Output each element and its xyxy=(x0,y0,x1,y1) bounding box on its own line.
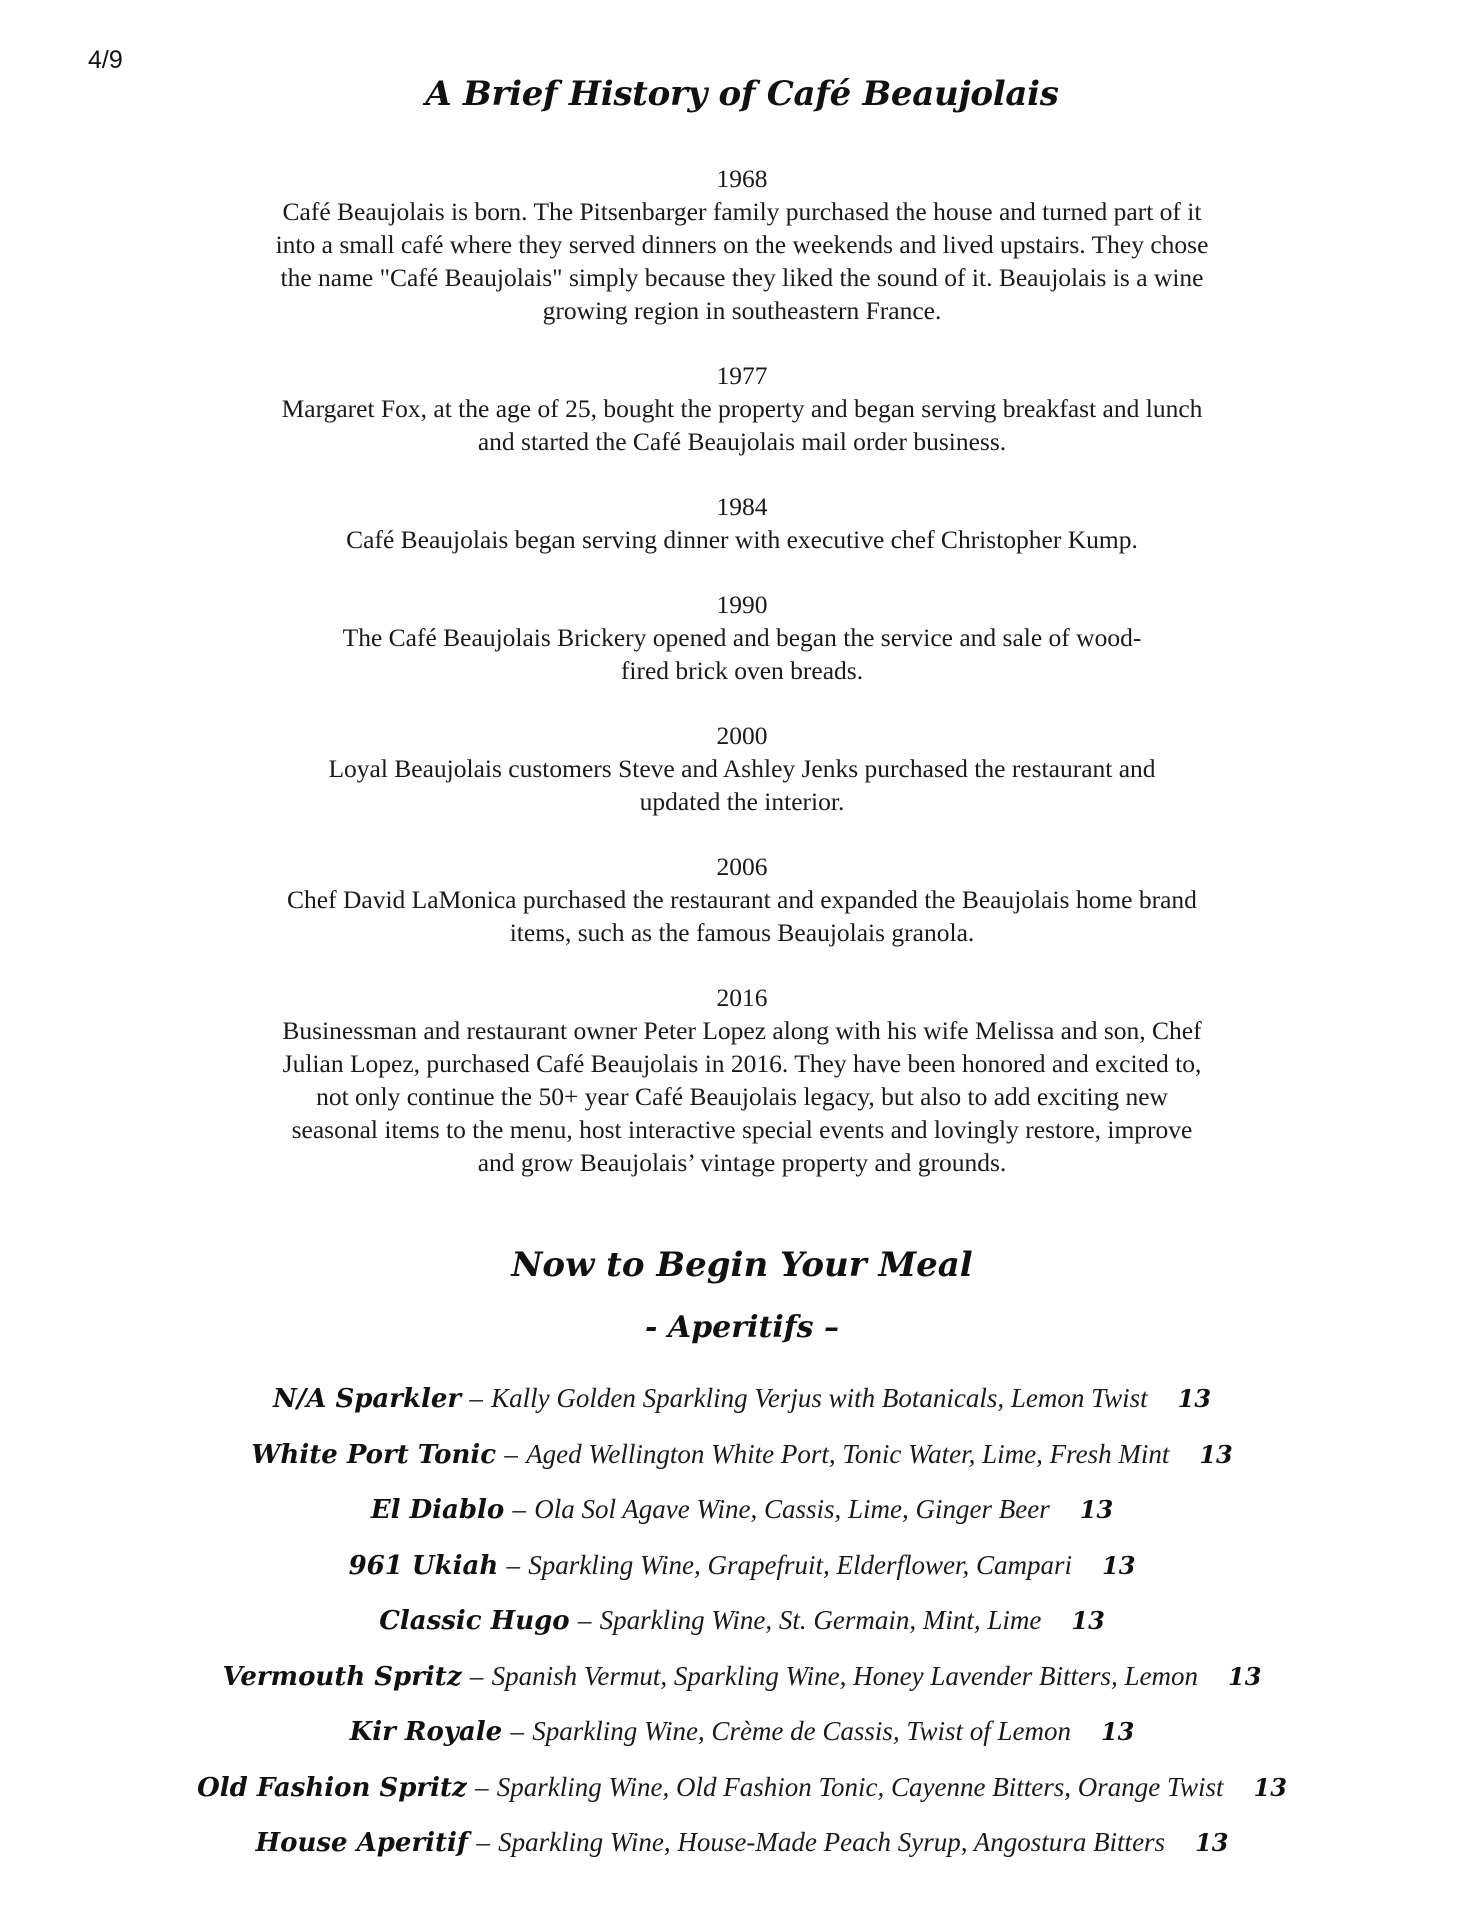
aperitif-list xyxy=(0,1378,1484,1878)
history-text: Café Beaujolais is born. The Pitsenbarger family purchased the house and turned part of it into a small café where they served dinners on the weekends and lived upstairs. They chose the name "Café Beaujolais" simply because they liked the sound of it. Beaujolais is a wine growing region in southeastern France. xyxy=(275,197,1209,325)
aperitif-item xyxy=(0,1822,1484,1878)
aperitif-description: Ola Sol Agave Wine, Cassis, Lime, Ginger Beer xyxy=(534,1494,1050,1524)
aperitif-item xyxy=(0,1711,1484,1767)
aperitif-name: N/A Sparkler xyxy=(272,1384,462,1414)
aperitif-price: 13 xyxy=(1071,1606,1105,1635)
aperitif-description: Sparkling Wine, Grapefruit, Elderflower, Campari xyxy=(528,1549,1072,1580)
aperitif-separator: – xyxy=(577,1605,592,1635)
aperitif-price: 13 xyxy=(1199,1439,1233,1469)
aperitif-description: Sparkling Wine, St. Germain, Mint, Lime xyxy=(599,1605,1042,1635)
history-text: Café Beaujolais began serving dinner with executive chef Christopher Kump. xyxy=(346,525,1138,554)
aperitif-price: 13 xyxy=(1253,1772,1287,1802)
history-text: Margaret Fox, at the age of 25, bought the property and began serving breakfast and lunch and started the Café Beaujolais mail order business. xyxy=(281,394,1203,456)
meal-heading: Now to Begin Your Meal xyxy=(511,1245,973,1285)
page-number: 4/9 xyxy=(88,46,123,74)
aperitif-price: 13 xyxy=(1102,1550,1136,1580)
history-section xyxy=(200,162,1284,1211)
history-entry-2000 xyxy=(200,719,1284,818)
aperitif-name: Old Fashion Spritz xyxy=(197,1772,467,1803)
aperitif-item xyxy=(0,1656,1484,1712)
aperitif-separator: – xyxy=(475,1771,489,1802)
aperitif-separator: – xyxy=(469,1660,484,1691)
aperitif-name: Kir Royale xyxy=(349,1717,503,1747)
aperitif-separator: – xyxy=(476,1827,490,1857)
history-text: Chef David LaMonica purchased the restaurant and expanded the Beaujolais home brand items, such as the famous Beaujolais granola. xyxy=(287,885,1197,947)
aperitif-price: 13 xyxy=(1177,1384,1212,1413)
aperitif-item xyxy=(0,1434,1484,1490)
aperitif-name: Classic Hugo xyxy=(379,1606,570,1636)
history-entry-1968 xyxy=(200,162,1284,327)
page-title: A Brief History of Café Beaujolais xyxy=(425,74,1059,114)
aperitif-price: 13 xyxy=(1228,1661,1262,1691)
history-year: 2016 xyxy=(716,983,768,1012)
aperitif-separator: – xyxy=(512,1494,527,1524)
history-entry-1984 xyxy=(200,490,1284,556)
history-entry-1977 xyxy=(200,359,1284,458)
history-year: 1990 xyxy=(716,590,768,619)
aperitif-item xyxy=(0,1378,1484,1434)
aperitif-description: Sparkling Wine, Crème de Cassis, Twist of Lemon xyxy=(532,1716,1071,1746)
aperitif-description: Sparkling Wine, Old Fashion Tonic, Cayenne Bitters, Orange Twist xyxy=(496,1771,1224,1802)
aperitif-separator: – xyxy=(510,1716,524,1746)
history-text: Loyal Beaujolais customers Steve and Ashley Jenks purchased the restaurant and updated the interior. xyxy=(328,754,1156,816)
aperitif-name: Vermouth Spritz xyxy=(222,1661,462,1692)
aperitif-item xyxy=(0,1489,1484,1545)
history-entry-1990 xyxy=(200,588,1284,687)
aperitifs-heading: - Aperitifs – xyxy=(645,1310,839,1345)
aperitif-price: 13 xyxy=(1079,1495,1114,1524)
aperitif-name: White Port Tonic xyxy=(251,1439,497,1470)
aperitif-name: 961 Ukiah xyxy=(348,1550,499,1581)
history-entry-2006 xyxy=(200,850,1284,949)
aperitif-item xyxy=(0,1600,1484,1656)
aperitif-name: El Diablo xyxy=(370,1495,505,1525)
history-year: 2000 xyxy=(716,721,768,750)
aperitif-item xyxy=(0,1545,1484,1601)
history-year: 1984 xyxy=(716,492,768,521)
history-year: 1968 xyxy=(716,164,768,193)
aperitif-separator: – xyxy=(504,1438,518,1469)
aperitif-description: Sparkling Wine, House-Made Peach Syrup, Angostura Bitters xyxy=(498,1827,1166,1857)
aperitif-description: Spanish Vermut, Sparkling Wine, Honey Lavender Bitters, Lemon xyxy=(491,1660,1199,1691)
history-year: 1977 xyxy=(716,361,768,390)
aperitif-description: Kally Golden Sparkling Verjus with Botanicals, Lemon Twist xyxy=(491,1383,1148,1413)
history-text: The Café Beaujolais Brickery opened and began the service and sale of wood-fired brick oven breads. xyxy=(342,623,1142,685)
aperitif-item xyxy=(0,1767,1484,1823)
aperitif-name: House Aperitif xyxy=(255,1828,469,1858)
history-entry-2016 xyxy=(200,981,1284,1179)
aperitif-separator: – xyxy=(506,1549,520,1580)
aperitif-separator: – xyxy=(469,1383,483,1413)
history-year: 2006 xyxy=(716,852,768,881)
aperitif-price: 13 xyxy=(1100,1717,1135,1746)
aperitif-price: 13 xyxy=(1195,1828,1229,1857)
history-text: Businessman and restaurant owner Peter Lopez along with his wife Melissa and son, Chef Julian Lopez, purchased Café Beaujolais in 2016. They have been honored and excited to, not only continue the 50+ year Café Beaujolais legacy, but also to add exciting new seasonal items to the menu, host interactive special events and lovingly restore, improve and grow Beaujolais’ vintage property and grounds. xyxy=(282,1016,1202,1177)
aperitif-description: Aged Wellington White Port, Tonic Water, Lime, Fresh Mint xyxy=(526,1438,1170,1469)
